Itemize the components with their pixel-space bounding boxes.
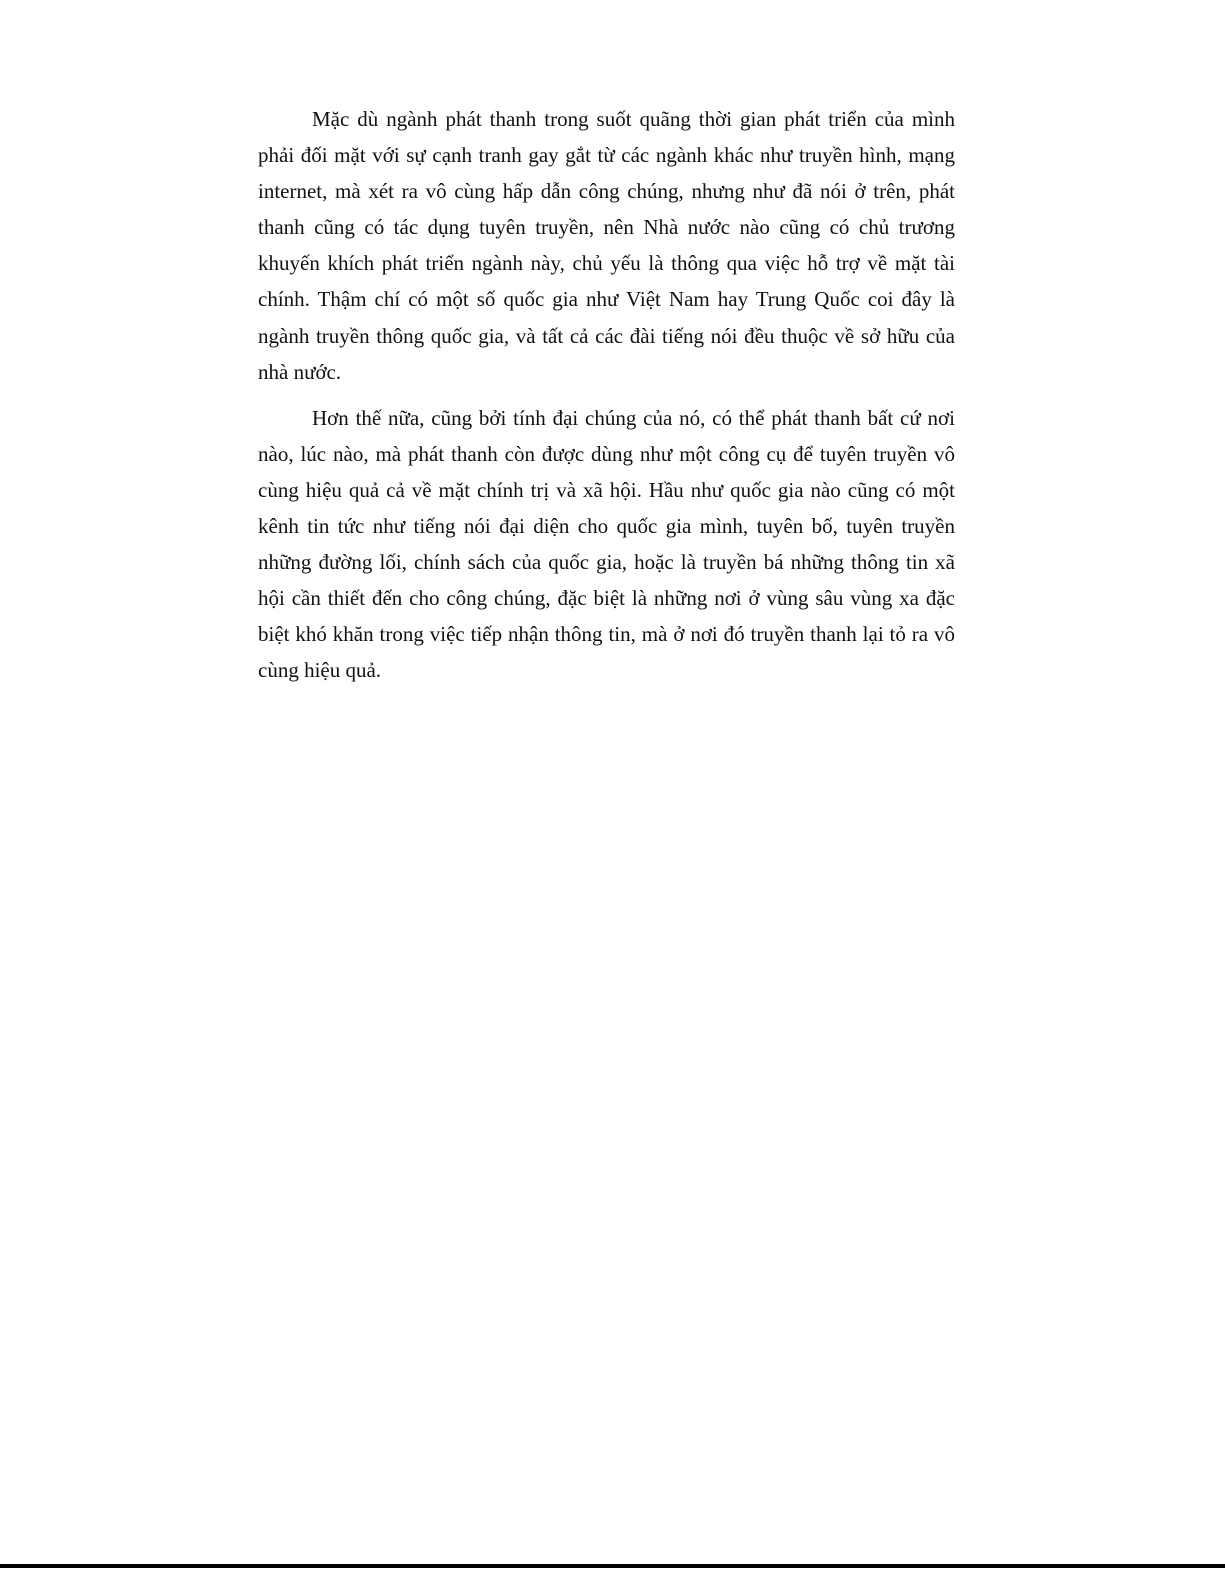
page-bottom-rule	[0, 1564, 1225, 1568]
paragraph-2: Hơn thế nữa, cũng bởi tính đại chúng của nó, có thể phát thanh bất cứ nơi nào, lúc nào, mà phát thanh còn được dùng như một công cụ để tuyên truyền vô cùng hiệu quả cả về mặt chính trị và xã hội. Hầu như quốc gia nào cũng có một kênh tin tức như tiếng nói đại diện cho quốc gia mình, tuyên bố, tuyên truyền những đường lối, chính sách của quốc gia, hoặc là truyền bá những thông tin xã hội cần thiết đến cho công chúng, đặc biệt là những nơi ở vùng sâu vùng xa đặc biệt khó khăn trong việc tiếp nhận thông tin, mà ở nơi đó truyền thanh lại tỏ ra vô cùng hiệu quả.	[258, 405, 955, 683]
paragraph-1: Mặc dù ngành phát thanh trong suốt quãng thời gian phát triển của mình phải đối mặt với sự cạnh tranh gay gắt từ các ngành khác như truyền hình, mạng internet, mà xét ra vô cùng hấp dẫn công chúng, nhưng như đã nói ở trên, phát thanh cũng có tác dụng tuyên truyền, nên Nhà nước nào cũng có chủ trương khuyến khích phát triển ngành này, chủ yếu là thông qua việc hỗ trợ về mặt tài chính. Thậm chí có một số quốc gia như Việt Nam hay Trung Quốc coi đây là ngành truyền thông quốc gia, và tất cả các đài tiếng nói đều thuộc về sở hữu của nhà nước.	[258, 107, 955, 384]
body-text	[258, 101, 955, 699]
